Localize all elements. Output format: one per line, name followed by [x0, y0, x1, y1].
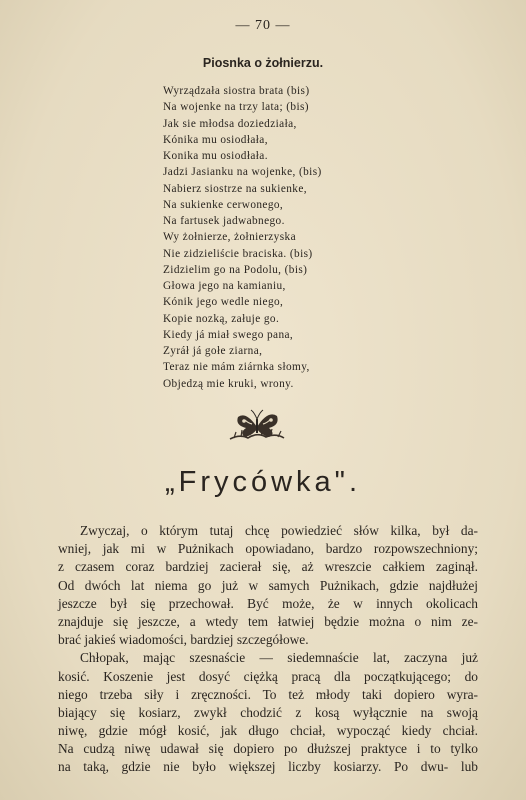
- prose-line: kosić. Koszenie jest dosyć ciężką pracą dla początkującego; do: [58, 668, 478, 684]
- poem-line: Na wojenke na trzy lata; (bis): [163, 101, 309, 114]
- prose-line: brać jakieś wiadomości, bardziej szczegółowe.: [58, 632, 309, 648]
- prose-line: Od dwóch lat niema go już w samych Pużnikach, gdzie najdłużej: [58, 577, 478, 593]
- poem-line: Konika mu osiodłała.: [163, 150, 268, 162]
- poem-line: Jadzi Jasianku na wojenke, (bis): [163, 166, 322, 179]
- prose-line: wniej, jak mi w Pużnikach opowiadano, bardzo rozpowszechniony;: [58, 541, 478, 557]
- poem-line: Zidzielim go na Podolu, (bis): [163, 263, 308, 276]
- song-title: Piosnka o żołnierzu.: [202, 56, 324, 70]
- poem-line: Głowa jego na kamianiu,: [163, 280, 286, 292]
- poem-line: Wy żołnierze, żołnierzyska: [163, 231, 296, 244]
- poem-line: Kiedy já miał swego pana,: [163, 328, 294, 341]
- butterfly-ornament-icon: [226, 405, 288, 445]
- poem-line: Jak sie młodsa doziedziała,: [163, 117, 297, 130]
- poem-line: Objedzą mie kruki, wrony.: [163, 377, 294, 390]
- poem: [163, 83, 493, 392]
- poem-line: Kopie nozką, załuje go.: [163, 312, 280, 325]
- poem-line: Kónika mu osiodłała,: [163, 133, 268, 146]
- prose-line: niego trzeba siły i zręczności. To też młody taki dopiero wyra-: [58, 686, 478, 702]
- poem-line: Teraz nie mám ziárnka słomy,: [163, 361, 310, 374]
- prose-line: z czasem coraz bardziej zacierał się, aż wreszcie całkiem zaginął.: [58, 559, 478, 575]
- prose-line: jeszcze był się przechował. Być może, że w innych okolicach: [58, 595, 478, 611]
- prose-line: Chłopak, mając szesnaście — siedemnaście lat, zaczyna już: [80, 650, 478, 666]
- poem-line: Kónik jego wedle niego,: [163, 296, 284, 309]
- section-title: „Frycówka".: [164, 466, 362, 498]
- page-number: — 70 —: [235, 18, 291, 33]
- poem-line: Na fartusek jadwabnego.: [163, 215, 285, 227]
- poem-line: Nabierz siostrze na sukienke,: [163, 182, 307, 195]
- poem-line: Wyrządzała siostra brata (bis): [163, 85, 310, 97]
- prose-line: Zwyczaj, o którym tutaj chcę powiedzieć słów kilka, był da-: [80, 523, 478, 538]
- prose-line: znajduje się jeszcze, a wtedy tem łatwiej będzie można o nim ze-: [58, 613, 478, 629]
- prose-line: Na cudzą niwę udawał się dopiero po dłuższej praktyce i to tylko: [58, 741, 478, 757]
- prose-line: biający się kosiarz, zwykł chodzić z kosą wyłącznie na swoją: [58, 704, 478, 720]
- prose-line: na taką, gdzie nie było większej liczby kosiarzy. Po dwu- lub: [58, 759, 478, 775]
- prose-body: [58, 522, 478, 777]
- poem-line: Na sukienke cerwonego,: [163, 198, 284, 211]
- prose-line: niwę, gdzie mógł kosić, jak długo chciał, wypocząć kiedy chciał.: [58, 723, 478, 739]
- poem-line: Nie zidzieliście braciska. (bis): [163, 247, 313, 260]
- poem-line: Zyráł já gołe ziarna,: [163, 345, 263, 357]
